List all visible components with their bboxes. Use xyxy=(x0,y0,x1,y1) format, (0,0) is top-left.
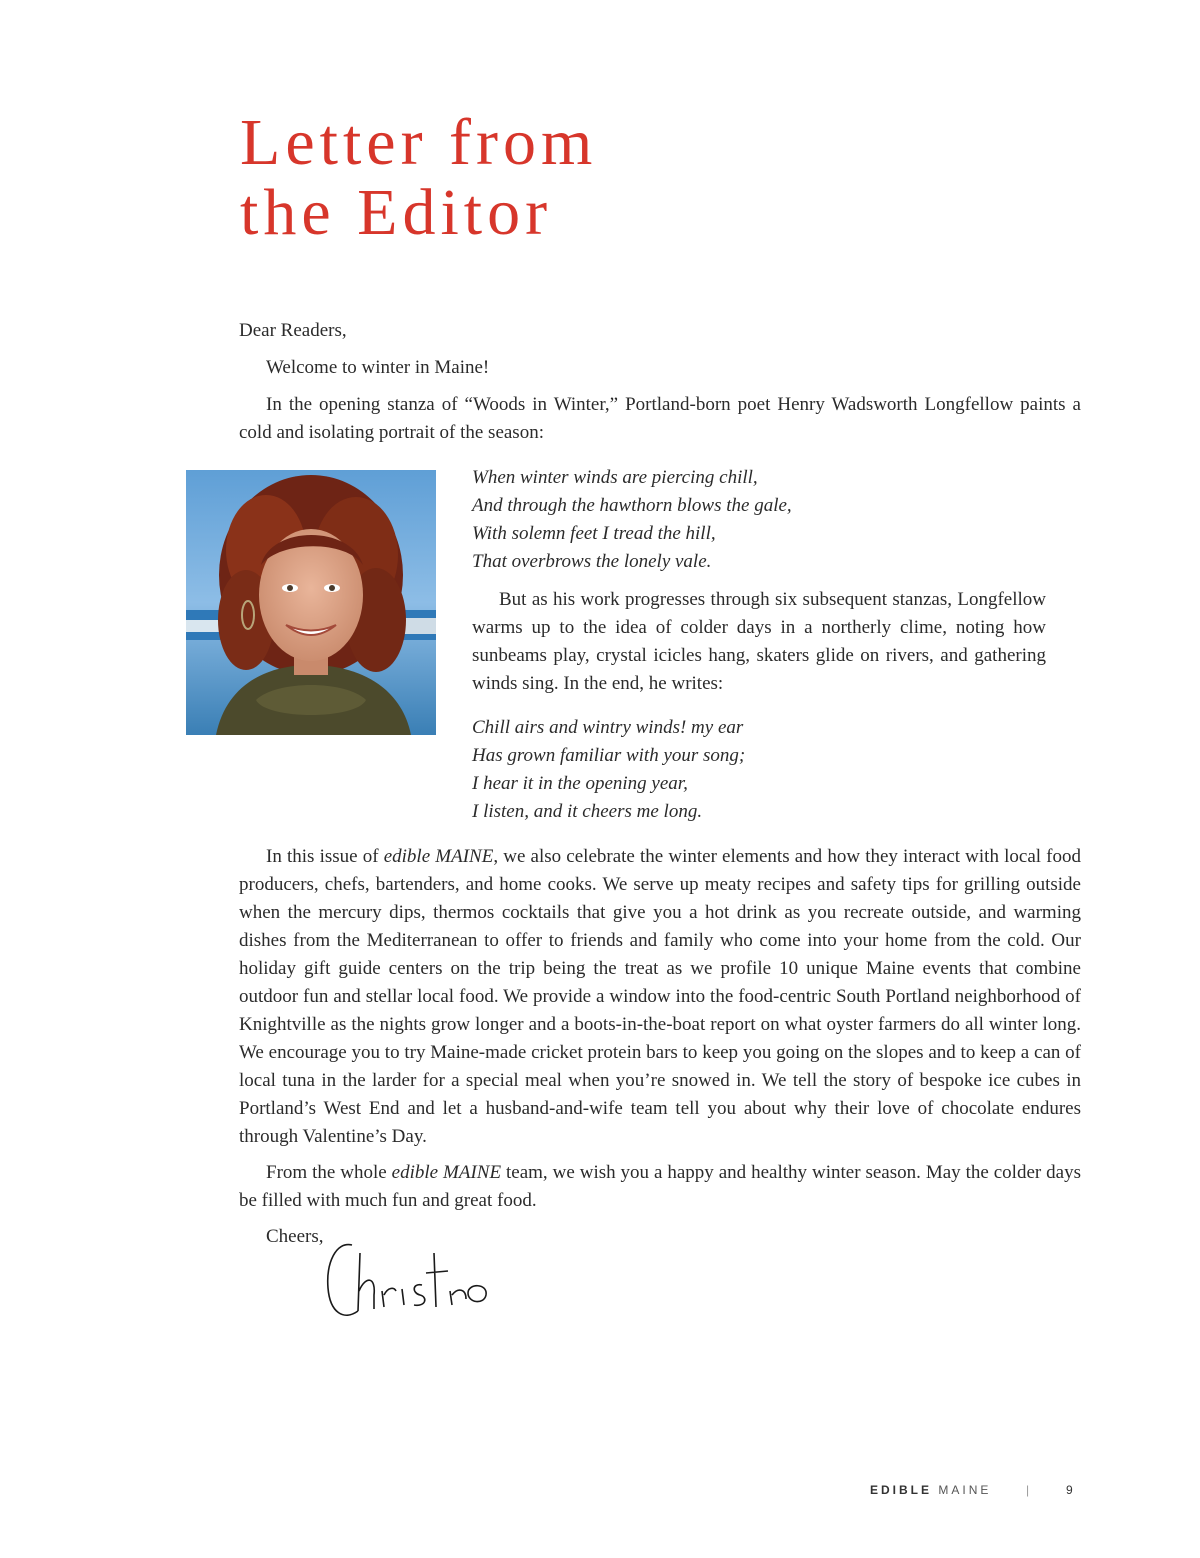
paragraph-intro: In the opening stanza of “Woods in Winter,” Portland-born poet Henry Wadsworth Longfellow paints a cold and isolating portrait of the season: xyxy=(239,394,1081,443)
text-run: In this issue of xyxy=(266,846,384,867)
poem-line: I hear it in the opening year, xyxy=(472,773,688,794)
poem-line: With solemn feet I tread the hill, xyxy=(472,523,716,544)
text-run: From the whole xyxy=(266,1162,392,1183)
paragraph-wishes xyxy=(239,1159,1081,1215)
poem-stanza-2 xyxy=(472,714,745,826)
text-run: , we also celebrate the winter elements and how they interact with local food producers, chefs, bartenders, and home cooks. We serve up meaty recipes and safety tips for grilling outside when the mercury dips, thermos cocktails that give you a hot drink as you recreate outside, and warming dishes from the Mediterranean to offer to friends and family who come into your home from the cold. Our holiday gift guide centers on the trip being the treat as we profile 10 unique Maine events that combine outdoor fun and stellar local food. We provide a window into the food-centric South Portland neighborhood of Knightville as the nights grow longer and a boots-in-the-boat report on what oyster farmers do all winter long. We encourage you to try Maine-made cricket protein bars to keep you going on the slopes and to keep a can of local tuna in the larder for a special meal when you’re snowed in. We tell the story of bespoke ice cubes in Portland’s West End and let a husband-and-wife team tell you about why their love of chocolate endures through Valentine’s Day. xyxy=(239,846,1082,1147)
footer-separator: | xyxy=(1026,1483,1030,1497)
editor-signature xyxy=(322,1233,492,1325)
poem-line: And through the hawthorn blows the gale, xyxy=(472,495,792,516)
footer-brand xyxy=(870,1483,991,1497)
salutation: Dear Readers, xyxy=(239,320,347,341)
poem-line: When winter winds are piercing chill, xyxy=(472,467,758,488)
page-footer xyxy=(0,1483,1200,1503)
poem-line: Has grown familiar with your song; xyxy=(472,745,746,766)
magazine-name: edible MAINE xyxy=(383,846,494,867)
text-run: team, we wish you a happy and healthy winter season. May the colder days be filled with much fun and great food. xyxy=(239,1162,1081,1211)
editor-portrait-photo xyxy=(186,470,436,735)
footer-brand-bold: EDIBLE xyxy=(870,1483,933,1497)
magazine-name: edible MAINE xyxy=(391,1162,502,1183)
paragraph-progression: But as his work progresses through six subsequent stanzas, Longfellow warms up to the idea of colder days in a northerly clime, noting how sunbeams play, crystal icicles hang, skaters glide on rivers, and gathering winds sing. In the end, he writes: xyxy=(472,589,1046,694)
page-title xyxy=(240,108,597,248)
footer-brand-light: MAINE xyxy=(938,1483,992,1497)
page-number: 9 xyxy=(1066,1483,1073,1497)
closing: Cheers, xyxy=(266,1226,324,1247)
poem-line: Chill airs and wintry winds! my ear xyxy=(472,717,744,738)
poem-line: I listen, and it cheers me long. xyxy=(472,801,703,822)
title-line-2: the Editor xyxy=(240,176,553,249)
poem-line: That overbrows the lonely vale. xyxy=(472,551,712,572)
paragraph-issue-contents xyxy=(239,843,1081,1151)
poem-stanza-1 xyxy=(472,464,792,576)
title-line-1: Letter from xyxy=(240,106,598,179)
paragraph-welcome: Welcome to winter in Maine! xyxy=(266,357,490,378)
